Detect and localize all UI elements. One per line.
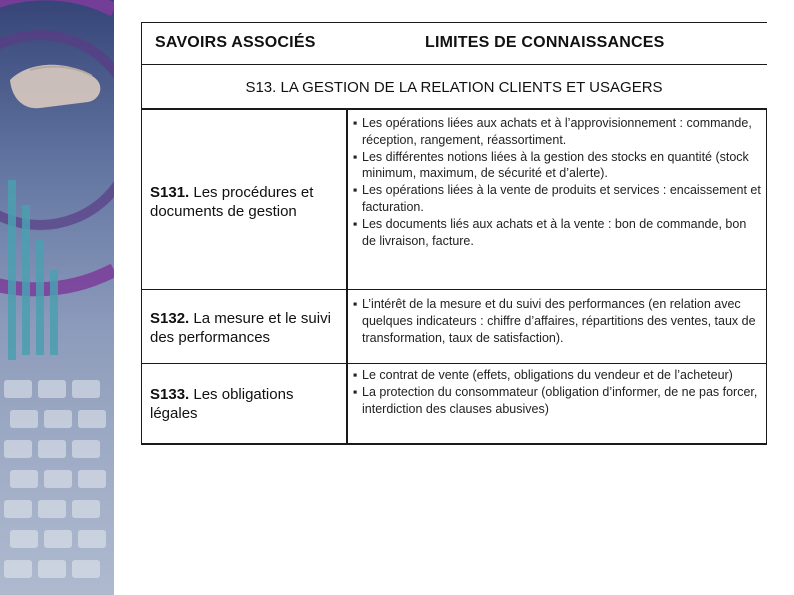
row-s131-limits	[353, 115, 763, 249]
row-code: S132.	[150, 310, 190, 327]
list-item-text: Les opérations liées aux achats et à l’approvisionnement : commande, réception, rangement, réassortiment.	[362, 116, 752, 147]
bullet-icon: ▪	[353, 183, 358, 198]
row-code: S131.	[150, 184, 190, 201]
bullet-icon: ▪	[353, 216, 358, 231]
keyboard-hand-illustration	[0, 0, 114, 595]
table-top-border	[141, 22, 767, 23]
list-item-text: Les différentes notions liées à la gestion des stocks en quantité (stock minimum, maximum, de sécurité et d’alerte).	[362, 149, 749, 181]
row-s133-limits	[353, 367, 763, 417]
section-title: S13. LA GESTION DE LA RELATION CLIENTS ET USAGERS	[245, 79, 663, 96]
bullet-icon: ▪	[353, 384, 358, 399]
list-item	[353, 115, 763, 149]
row-s132-limits	[353, 296, 763, 346]
row-code: S133.	[150, 386, 190, 403]
bullet-icon: ▪	[353, 116, 358, 130]
list-item	[353, 216, 763, 250]
row-s131-label	[150, 183, 340, 221]
list-item-text: Les documents liés aux achats et à la vente : bon de commande, bon de livraison, facture.	[362, 216, 747, 248]
list-item	[353, 149, 763, 183]
bullet-icon: ▪	[353, 368, 358, 382]
decorative-side-panel	[0, 0, 114, 595]
section-divider	[141, 108, 767, 110]
knowledge-table	[141, 22, 767, 445]
list-item	[353, 367, 763, 384]
table-right-border	[766, 108, 767, 445]
row-s132-label	[150, 309, 340, 347]
list-item-text: Les opérations liées à la vente de produits et services : encaissement et facturation.	[362, 183, 761, 214]
row-title: La mesure et le suivi des performances	[150, 310, 331, 346]
row-divider-2	[141, 363, 767, 364]
table-bottom-border	[141, 443, 767, 445]
list-item	[353, 296, 763, 346]
header-savoirs: SAVOIRS ASSOCIÉS	[155, 34, 316, 51]
bullet-icon: ▪	[353, 149, 358, 164]
row-divider-1	[141, 289, 767, 290]
row-title: Les obligations légales	[150, 386, 294, 422]
bullet-icon: ▪	[353, 297, 358, 311]
list-item-text: La protection du consommateur (obligation d’informer, de ne pas forcer, interdiction des clauses abusives)	[362, 384, 758, 416]
list-item-text: Le contrat de vente (effets, obligations du vendeur et de l’acheteur)	[362, 368, 733, 382]
list-item	[353, 384, 763, 418]
column-divider	[346, 108, 348, 445]
list-item	[353, 182, 763, 216]
row-title: Les procédures et documents de gestion	[150, 184, 314, 220]
header-divider	[141, 64, 767, 65]
row-s133-label	[150, 385, 340, 423]
list-item-text: L’intérêt de la mesure et du suivi des performances (en relation avec quelques indicateurs : chiffre d’affaires, répartitions des ventes, taux de transformation, taux de satisfaction).	[362, 297, 756, 345]
header-limites: LIMITES DE CONNAISSANCES	[425, 34, 665, 51]
